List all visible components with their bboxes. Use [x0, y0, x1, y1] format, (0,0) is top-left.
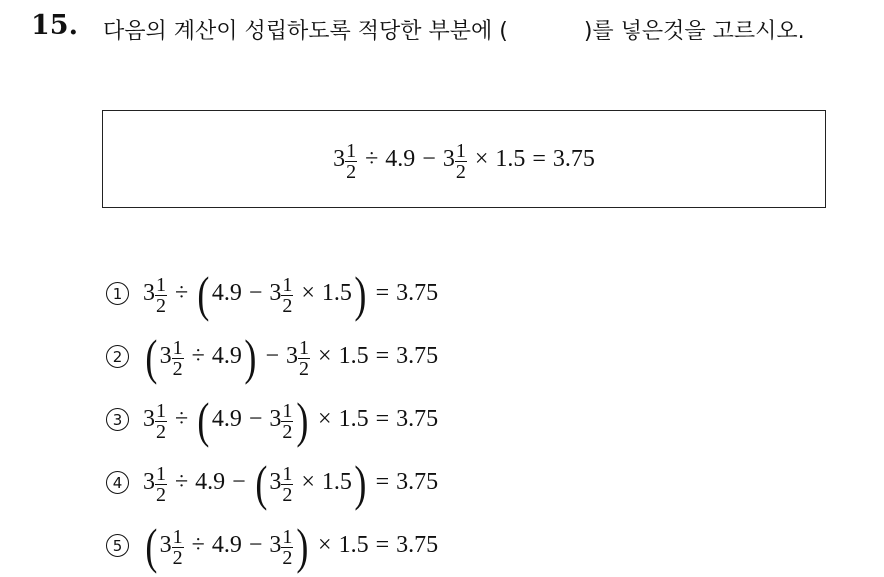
denominator: 2 — [156, 295, 166, 317]
fraction — [345, 141, 357, 182]
choice-expression — [143, 517, 439, 574]
fraction — [281, 275, 293, 316]
token-eq: = — [375, 343, 390, 369]
whole-part: 3 — [333, 145, 346, 172]
mixed-number — [159, 525, 185, 569]
whole-part: 3 — [269, 469, 282, 495]
mixed-number — [333, 139, 358, 183]
numerator: 1 — [346, 139, 357, 162]
numerator: 1 — [156, 463, 166, 485]
fraction — [172, 527, 184, 568]
token-b: 1.5 — [495, 145, 526, 172]
whole-part: 3 — [286, 343, 299, 369]
whole-part: 3 — [159, 532, 172, 558]
token-div: ÷ — [191, 532, 205, 558]
whole-part: 3 — [143, 406, 155, 432]
numerator: 1 — [172, 337, 183, 359]
choice-marker: 5 — [106, 534, 129, 557]
open-paren: ( — [197, 391, 210, 448]
token-a: 4.9 — [211, 343, 242, 369]
choice-marker: 1 — [106, 282, 129, 305]
choice-marker: 4 — [106, 471, 129, 494]
denominator: 2 — [172, 358, 183, 380]
token-result: 3.75 — [396, 532, 439, 558]
fraction — [281, 527, 293, 568]
token-result: 3.75 — [396, 406, 439, 432]
open-paren: ( — [145, 328, 158, 385]
close-paren: ) — [354, 265, 367, 322]
numerator: 1 — [282, 274, 293, 296]
token-eq: = — [375, 469, 390, 495]
token-minus: − — [265, 343, 280, 369]
mixed-number — [269, 399, 294, 443]
numerator: 1 — [156, 400, 166, 422]
token-b: 1.5 — [321, 280, 352, 306]
choice-option-4[interactable] — [106, 451, 438, 514]
denominator: 2 — [156, 421, 166, 443]
mixed-number — [143, 462, 168, 506]
numerator: 1 — [299, 337, 310, 359]
whole-part: 3 — [269, 406, 282, 432]
fraction — [281, 401, 293, 442]
question-text-after: )를 넣은것을 고르시오. — [583, 19, 805, 44]
choice-option-1[interactable] — [106, 262, 438, 325]
choice-expression — [143, 328, 439, 385]
token-a: 4.9 — [211, 406, 242, 432]
token-div: ÷ — [191, 343, 205, 369]
token-eq: = — [375, 406, 390, 432]
mixed-number — [269, 273, 294, 317]
token-minus: − — [248, 532, 263, 558]
token-times: × — [318, 532, 332, 558]
question-text — [103, 15, 873, 49]
numerator: 1 — [282, 463, 293, 485]
open-paren: ( — [197, 265, 210, 322]
token-times: × — [301, 469, 315, 495]
token-eq: = — [532, 145, 546, 172]
token-b: 1.5 — [338, 343, 369, 369]
numerator: 1 — [156, 274, 166, 296]
numerator: 1 — [282, 400, 293, 422]
question-number: 15. — [31, 10, 78, 41]
question-text-before: 다음의 계산이 성립하도록 적당한 부분에 ( — [103, 19, 508, 44]
mixed-number — [442, 139, 468, 183]
token-div: ÷ — [175, 406, 189, 432]
denominator: 2 — [282, 421, 293, 443]
denominator: 2 — [346, 160, 357, 183]
mixed-number — [286, 336, 311, 380]
token-result: 3.75 — [396, 469, 439, 495]
close-paren: ) — [296, 391, 309, 448]
token-eq: = — [375, 532, 390, 558]
token-b: 1.5 — [338, 406, 369, 432]
equation-box — [102, 110, 826, 208]
mixed-number — [159, 336, 185, 380]
choice-expression — [143, 454, 439, 511]
denominator: 2 — [156, 484, 166, 506]
whole-part: 3 — [143, 469, 155, 495]
denominator: 2 — [282, 484, 293, 506]
token-div: ÷ — [175, 469, 189, 495]
fraction — [455, 141, 467, 182]
token-div: ÷ — [365, 145, 379, 172]
whole-part: 3 — [159, 343, 172, 369]
fraction — [155, 275, 167, 316]
token-b: 1.5 — [321, 469, 352, 495]
numerator: 1 — [172, 526, 183, 548]
token-div: ÷ — [175, 280, 189, 306]
denominator: 2 — [282, 295, 293, 317]
open-paren: ( — [145, 517, 158, 574]
token-result: 3.75 — [552, 145, 595, 172]
denominator: 2 — [172, 547, 183, 569]
choice-marker: 2 — [106, 345, 129, 368]
choice-marker: 3 — [106, 408, 129, 431]
token-result: 3.75 — [396, 280, 439, 306]
denominator: 2 — [455, 160, 466, 183]
whole-part: 3 — [143, 280, 155, 306]
token-minus: − — [248, 406, 263, 432]
main-equation — [333, 139, 595, 183]
fraction — [281, 464, 293, 505]
mixed-number — [143, 399, 168, 443]
denominator: 2 — [282, 547, 293, 569]
mixed-number — [269, 462, 294, 506]
whole-part: 3 — [442, 145, 455, 172]
token-eq: = — [375, 280, 390, 306]
numerator: 1 — [282, 526, 293, 548]
token-result: 3.75 — [396, 343, 439, 369]
token-times: × — [301, 280, 315, 306]
open-paren: ( — [255, 454, 268, 511]
choice-option-2[interactable] — [106, 325, 438, 388]
mixed-number — [269, 525, 294, 569]
choice-option-3[interactable] — [106, 388, 438, 451]
token-a: 4.9 — [211, 532, 242, 558]
choice-list — [106, 262, 438, 577]
numerator: 1 — [455, 139, 466, 162]
token-minus: − — [232, 469, 246, 495]
token-times: × — [474, 145, 489, 172]
whole-part: 3 — [269, 532, 282, 558]
token-times: × — [318, 406, 332, 432]
mixed-number — [143, 273, 168, 317]
fraction — [155, 464, 167, 505]
choice-expression — [143, 265, 439, 322]
token-times: × — [318, 343, 332, 369]
choice-option-5[interactable] — [106, 514, 438, 577]
token-a: 4.9 — [195, 469, 226, 495]
whole-part: 3 — [269, 280, 282, 306]
close-paren: ) — [354, 454, 367, 511]
fraction — [155, 401, 167, 442]
token-a: 4.9 — [211, 280, 242, 306]
token-b: 1.5 — [338, 532, 369, 558]
token-a: 4.9 — [385, 145, 416, 172]
token-minus: − — [248, 280, 263, 306]
close-paren: ) — [296, 517, 309, 574]
choice-expression — [143, 391, 439, 448]
fraction — [298, 338, 310, 379]
close-paren: ) — [244, 328, 257, 385]
token-minus: − — [422, 145, 436, 172]
fraction — [172, 338, 184, 379]
denominator: 2 — [299, 358, 310, 380]
